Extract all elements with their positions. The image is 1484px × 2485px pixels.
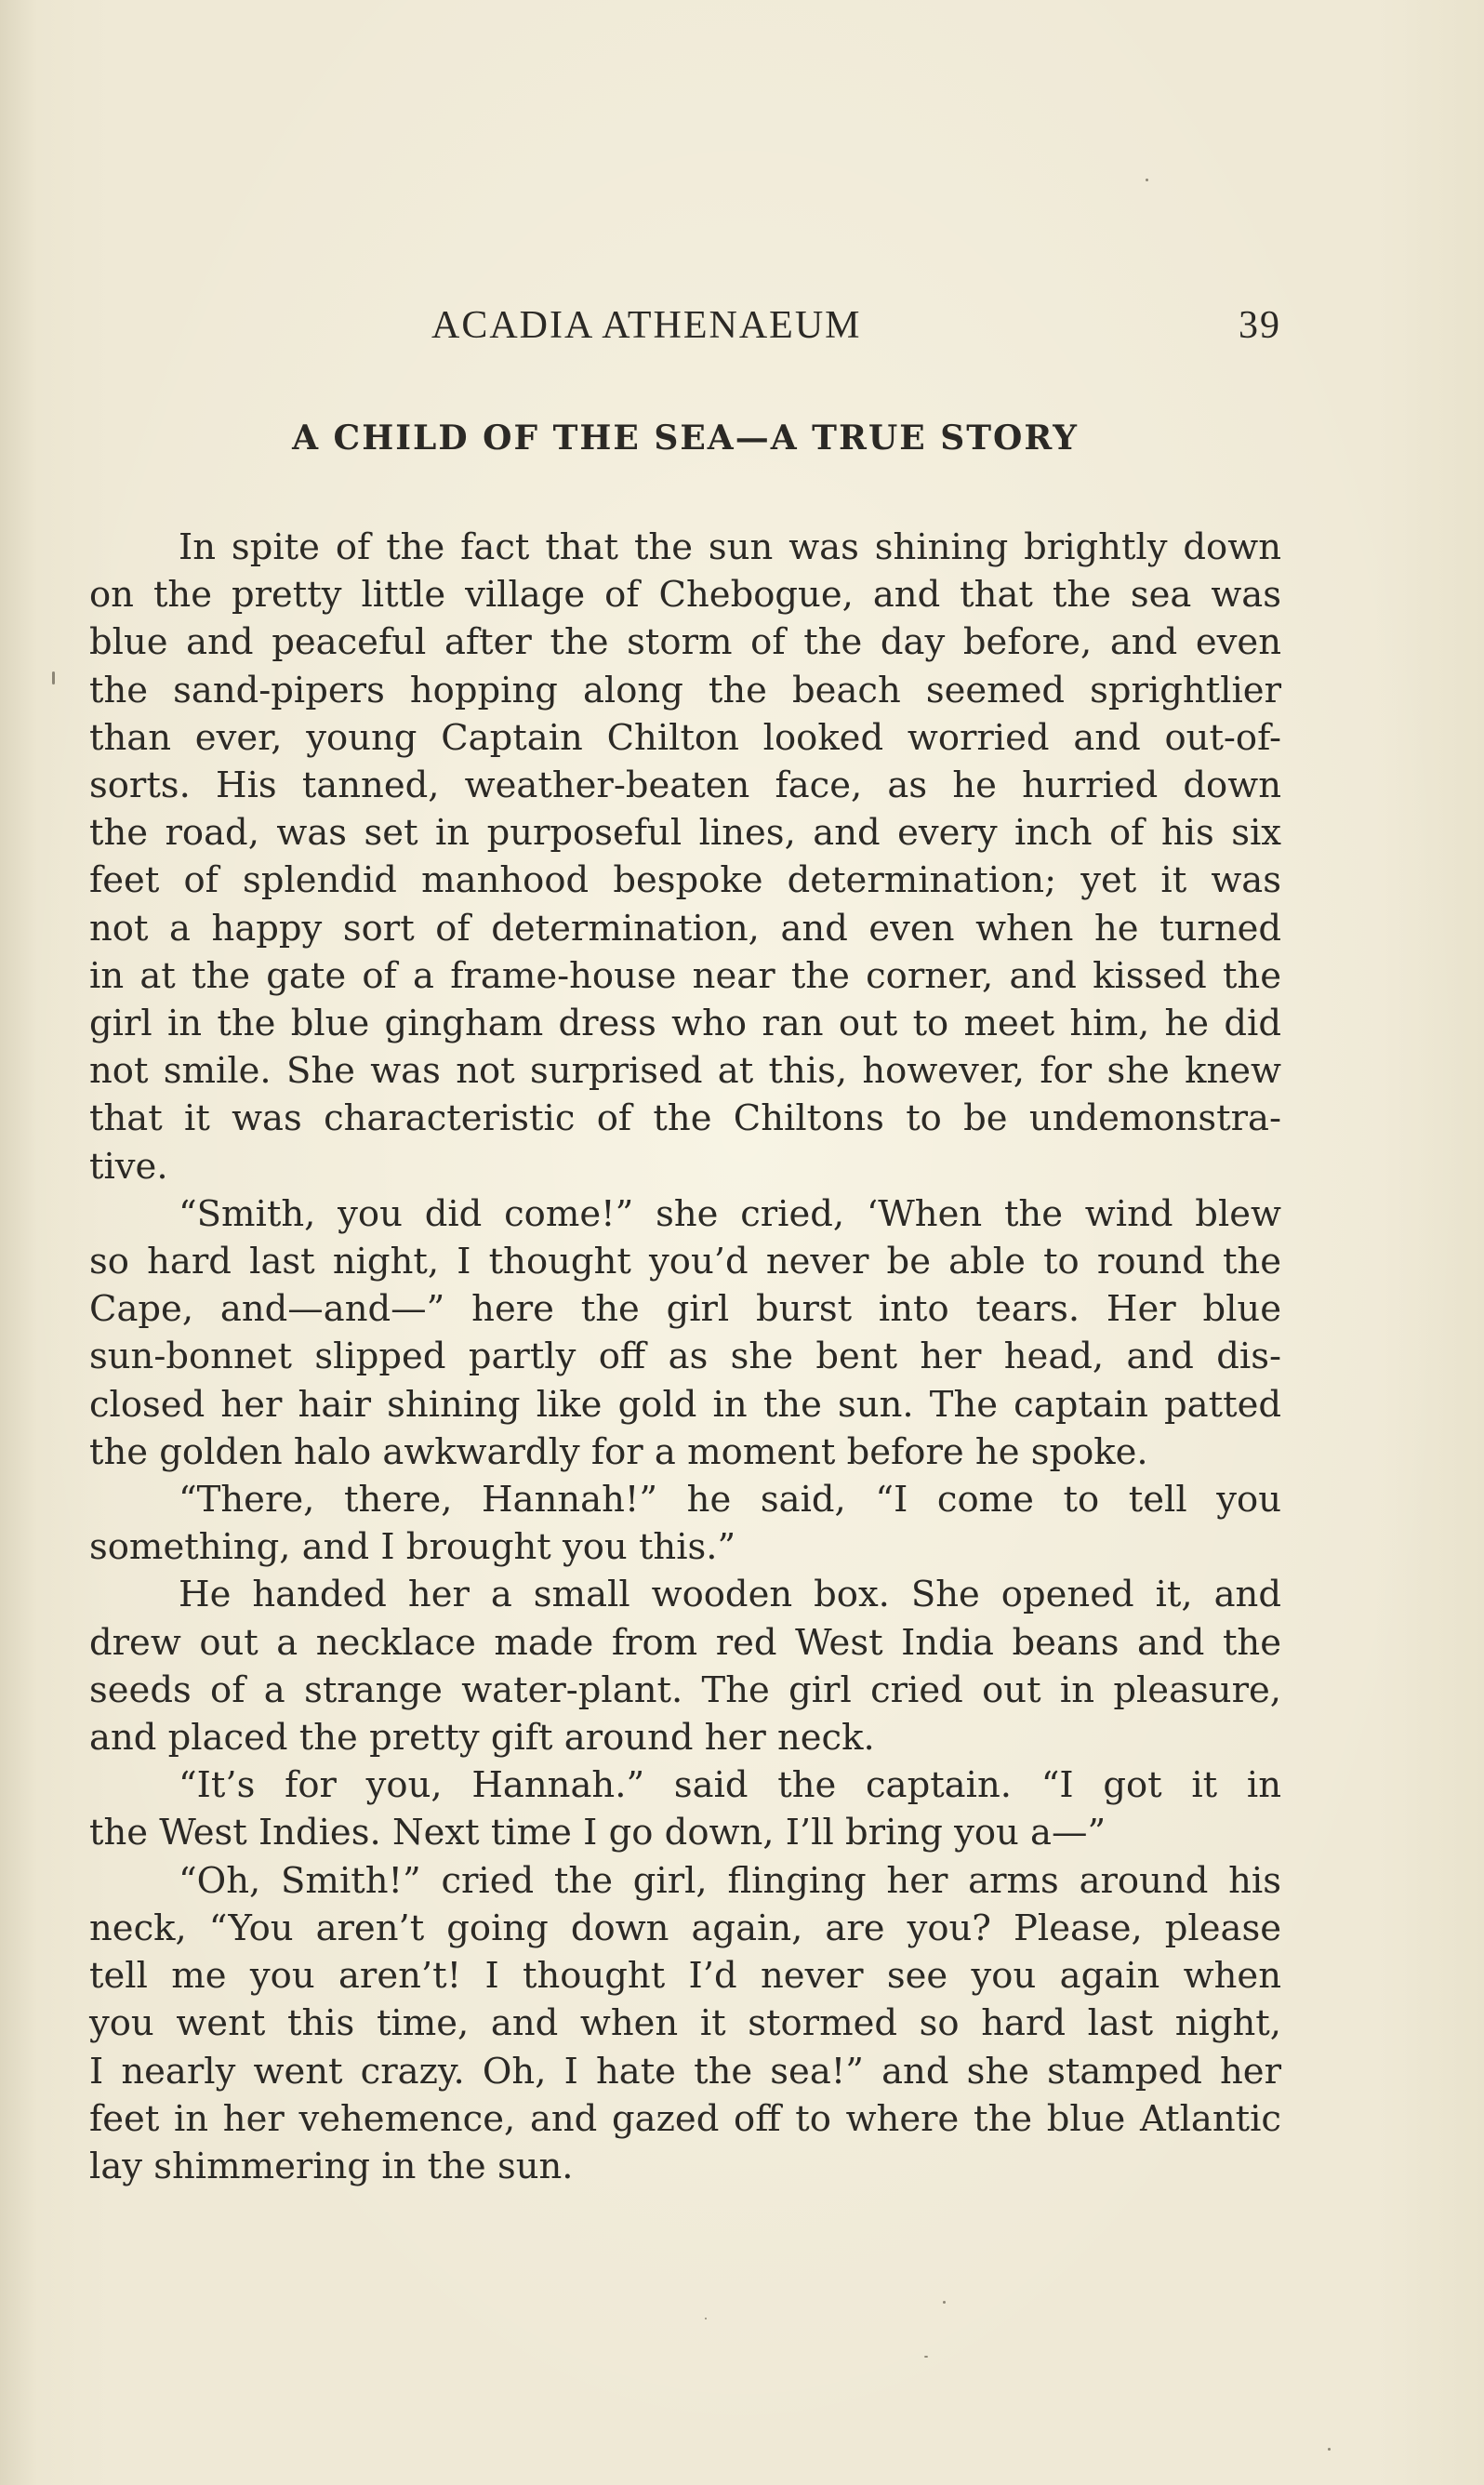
text-line: sun-bonnet slipped partly off as she bent her head, and dis- bbox=[89, 1336, 1281, 1378]
text-line: He handed her a small wooden box. She opened it, and bbox=[179, 1574, 1281, 1616]
running-title: ACADIA ATHENAEUM bbox=[431, 304, 862, 347]
story-title: A CHILD OF THE SEA—A TRUE STORY bbox=[292, 419, 1079, 458]
text-line: seeds of a strange water-plant. The girl cried out in pleasure, bbox=[89, 1668, 1281, 1711]
text-line: than ever, young Captain Chilton looked worried and out-of- bbox=[89, 716, 1281, 759]
text-line: feet in her vehemence, and gazed off to where the blue Atlantic bbox=[89, 2097, 1281, 2140]
text-line: the West Indies. Next time I go down, I’ll bring you a—” bbox=[89, 1812, 1106, 1854]
text-line: that it was characteristic of the Chiltons to be undemonstra- bbox=[89, 1097, 1281, 1140]
text-line: Cape, and—and—” here the girl burst into tears. Her blue bbox=[89, 1288, 1281, 1331]
paper-speck bbox=[924, 2356, 928, 2358]
text-line: on the pretty little village of Chebogue, and that the sea was bbox=[89, 574, 1281, 617]
text-line: In spite of the fact that the sun was shining brightly down bbox=[179, 526, 1281, 568]
text-line: drew out a necklace made from red West India beans and the bbox=[89, 1621, 1281, 1664]
text-line: something, and I brought you this.” bbox=[89, 1526, 736, 1569]
text-line: and placed the pretty gift around her neck. bbox=[89, 1717, 875, 1760]
text-line: sorts. His tanned, weather-beaten face, as he hurried down bbox=[89, 764, 1281, 807]
text-line: “It’s for you, Hannah.” said the captain. “I got it in bbox=[179, 1764, 1281, 1807]
text-line: tell me you aren’t! I thought I’d never see you again when bbox=[89, 1955, 1281, 1998]
text-line: in at the gate of a frame-house near the corner, and kissed the bbox=[89, 954, 1281, 997]
text-line: “There, there, Hannah!” he said, “I come to tell you bbox=[179, 1479, 1281, 1522]
text-line: closed her hair shining like gold in the sun. The captain patted bbox=[89, 1383, 1281, 1426]
text-line: the road, was set in purposeful lines, and every inch of his six bbox=[89, 812, 1281, 855]
text-line: not a happy sort of determination, and even when he turned bbox=[89, 907, 1281, 950]
text-line: not smile. She was not surprised at this, however, for she knew bbox=[89, 1050, 1281, 1093]
text-line: girl in the blue gingham dress who ran out to meet him, he did bbox=[89, 1003, 1281, 1045]
text-line: the golden halo awkwardly for a moment before he spoke. bbox=[89, 1430, 1148, 1473]
text-line: “Smith, you did come!” she cried, ‘When the wind blew bbox=[179, 1192, 1281, 1235]
paper-speck bbox=[52, 671, 55, 684]
text-line: neck, “You aren’t going down again, are you? Please, please bbox=[89, 1907, 1281, 1949]
text-line: feet of splendid manhood bespoke determination; yet it was bbox=[89, 859, 1281, 902]
text-line: blue and peaceful after the storm of the day before, and even bbox=[89, 621, 1281, 664]
text-line: you went this time, and when it stormed so hard last night, bbox=[89, 2002, 1281, 2045]
paper-speck bbox=[705, 2318, 707, 2319]
text-line: lay shimmering in the sun. bbox=[89, 2145, 574, 2187]
paper-speck bbox=[1328, 2448, 1331, 2451]
paper-speck bbox=[1146, 179, 1148, 181]
text-line: I nearly went crazy. Oh, I hate the sea!” and she stamped her bbox=[89, 2050, 1281, 2093]
text-line: so hard last night, I thought you’d never be able to round the bbox=[89, 1241, 1281, 1283]
page-number: 39 bbox=[1239, 304, 1281, 347]
text-line: the sand-pipers hopping along the beach seemed sprightlier bbox=[89, 669, 1281, 711]
story-body bbox=[89, 524, 1281, 2190]
running-header bbox=[89, 296, 1281, 352]
text-line: “Oh, Smith!” cried the girl, flinging her arms around his bbox=[179, 1859, 1281, 1902]
paper-speck bbox=[943, 2301, 946, 2304]
text-line: tive. bbox=[89, 1145, 168, 1188]
